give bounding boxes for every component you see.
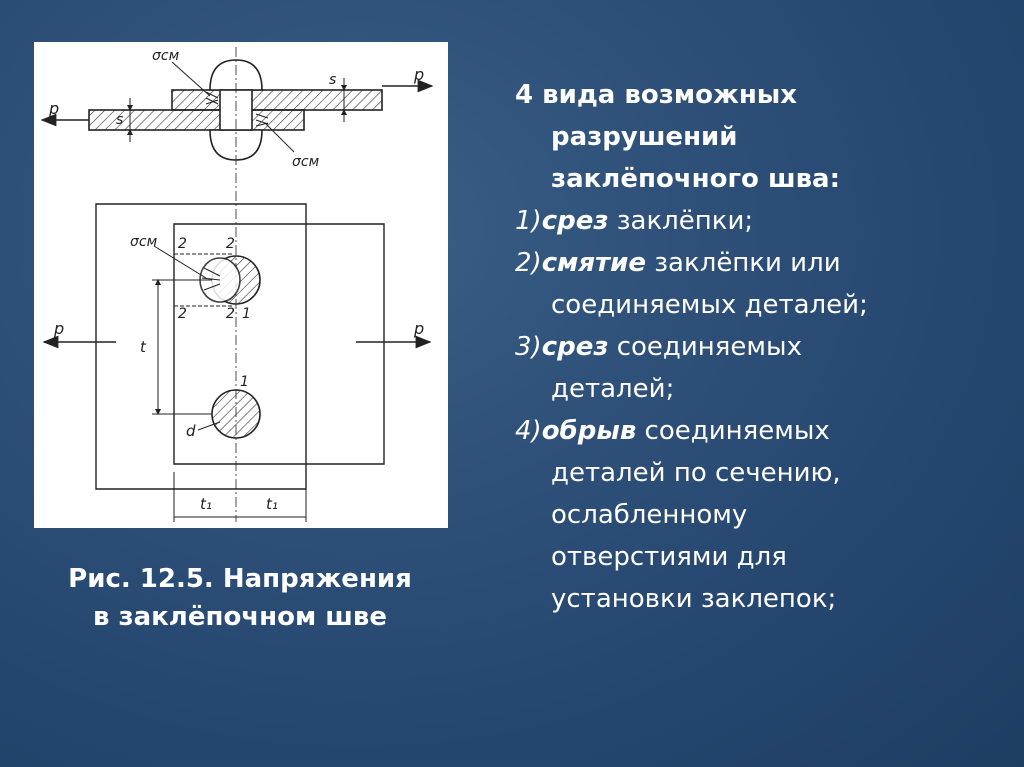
upper-plate	[172, 90, 382, 110]
list-item	[515, 242, 995, 326]
label-sigma-plan: σсм	[130, 234, 158, 250]
label-p-left-bottom: p	[54, 319, 65, 338]
back-plate	[96, 204, 306, 489]
label-t1-right: t₁	[266, 495, 278, 513]
label-t1-left: t₁	[200, 495, 212, 513]
label-2-a: 2	[178, 236, 187, 252]
item-text: заклёпки или	[645, 248, 841, 278]
item-continuation: ослабленному	[551, 500, 748, 530]
front-plate	[174, 224, 384, 464]
label-d: d	[186, 422, 196, 440]
caption-line-1: Рис. 12.5. Напряжения	[68, 564, 412, 594]
item-continuation: деталей по сечению,	[551, 458, 841, 488]
label-2-b: 2	[226, 236, 235, 252]
list-item	[515, 410, 995, 620]
figure-caption	[20, 560, 460, 636]
item-continuation: деталей;	[551, 374, 675, 404]
label-2-d: 2	[226, 306, 235, 322]
label-p-right-top: p	[414, 65, 425, 84]
label-s-left: s	[116, 112, 124, 128]
rivet-joint-drawing	[34, 42, 448, 528]
list-item	[515, 200, 995, 242]
list-item	[515, 326, 995, 410]
label-p-right-bottom: p	[414, 319, 425, 338]
heading-line-3: заклёпочного шва:	[551, 164, 840, 194]
item-keyword: срез	[541, 332, 609, 362]
item-continuation: установки заклепок;	[551, 584, 837, 614]
label-sigma-bottom: σсм	[292, 154, 320, 170]
caption-line-2: в заклёпочном шве	[93, 602, 387, 632]
item-text: соединяемых	[608, 332, 802, 362]
plan-view	[44, 204, 430, 522]
item-text: соединяемых	[636, 416, 830, 446]
item-number: 1)	[515, 206, 542, 236]
item-keyword: смятие	[541, 248, 646, 278]
item-number: 4)	[515, 416, 542, 446]
label-p-left-top: p	[49, 99, 60, 118]
item-number: 3)	[515, 332, 542, 362]
item-continuation: соединяемых деталей;	[551, 290, 868, 320]
item-keyword: срез	[541, 206, 609, 236]
failure-modes-text	[515, 74, 995, 620]
item-continuation: отверстиями для	[551, 542, 787, 572]
rivet-lower	[212, 390, 260, 438]
heading-line-2: разрушений	[551, 122, 738, 152]
item-text: заклёпки;	[608, 206, 754, 236]
label-s-right: s	[329, 72, 337, 88]
item-number: 2)	[515, 248, 542, 278]
label-1-b: 1	[240, 374, 249, 390]
heading	[515, 74, 995, 200]
label-t: t	[140, 338, 146, 356]
label-1-a: 1	[242, 306, 251, 322]
heading-line-1: 4 вида возможных	[515, 80, 798, 110]
item-keyword: обрыв	[541, 416, 637, 446]
label-2-c: 2	[178, 306, 187, 322]
label-sigma-top: σсм	[152, 48, 180, 64]
rivet-joint-figure	[34, 42, 448, 528]
